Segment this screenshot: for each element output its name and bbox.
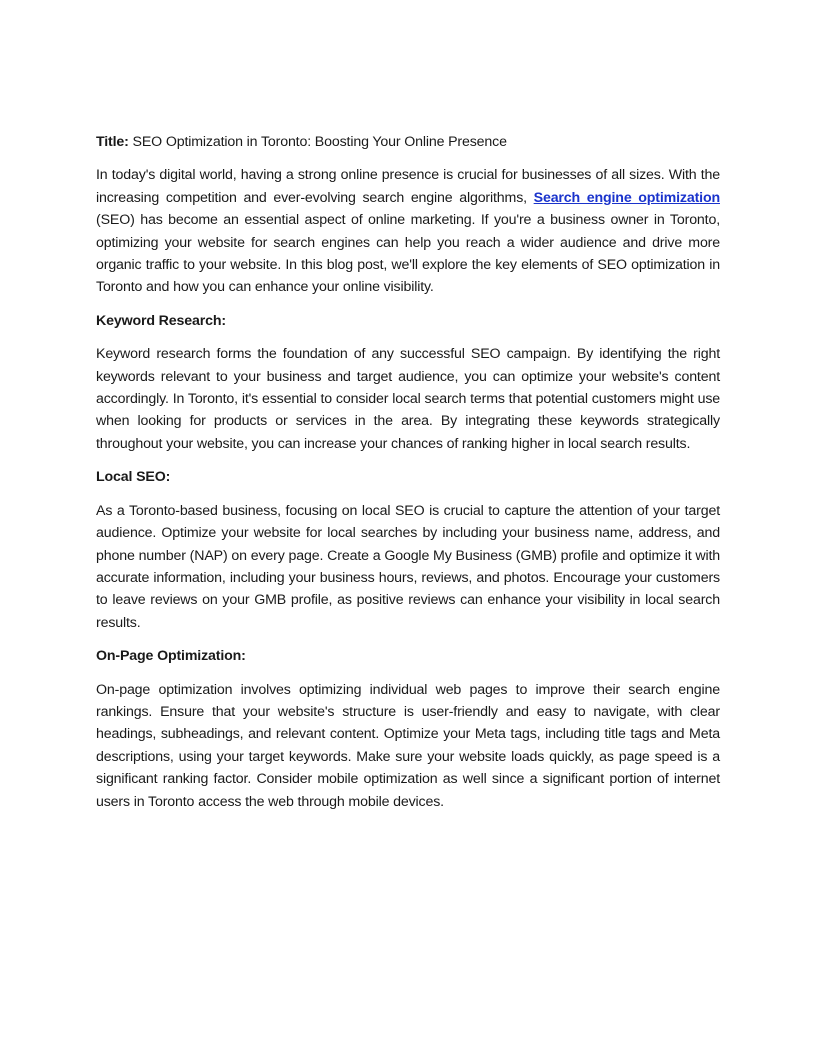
title-text: SEO Optimization in Toronto: Boosting Your Online Presence	[128, 134, 507, 150]
intro-text-before-link: In today's digital world, having a strong online presence is crucial for businesses of all sizes. With the increasing competition and ever-evolving search engine algorithms,	[96, 167, 720, 206]
intro-paragraph	[96, 164, 720, 298]
intro-text-after-link: (SEO) has become an essential aspect of online marketing. If you're a business owner in Toronto, optimizing your website for search engines can help you reach a wider audience and drive more organic traffic to your website. In this blog post, we'll explore the key elements of SEO optimization in Toronto and how you can enhance your online visibility.	[96, 212, 720, 296]
section-body-on-page-optimization: On-page optimization involves optimizing individual web pages to improve their search engine rankings. Ensure that your website's structure is user-friendly and easy to navigate, with clear headings, subheadings, and relevant content. Optimize your Meta tags, including title tags and Meta descriptions, using your target keywords. Make sure your website loads quickly, as page speed is a significant ranking factor. Consider mobile optimization as well since a significant portion of internet users in Toronto access the web through mobile devices.	[96, 681, 720, 810]
title-label: Title:	[96, 134, 129, 150]
section-heading-on-page-optimization: On-Page Optimization:	[96, 648, 246, 665]
document-title	[96, 131, 720, 153]
section-body-keyword-research: Keyword research forms the foundation of any successful SEO campaign. By identifying the right keywords relevant to your business and target audience, you can optimize your website's content accordingly. In Toronto, it's essential to consider local search terms that potential customers might use when looking for products or services in the area. By integrating these keywords strategically throughout your website, you can increase your chances of ranking higher in local search results.	[96, 346, 720, 452]
section-body-local-seo: As a Toronto-based business, focusing on local SEO is crucial to capture the attention of your target audience. Optimize your website for local searches by including your business name, address, and phone number (NAP) on every page. Create a Google My Business (GMB) profile and optimize it with accurate information, including your business hours, reviews, and photos. Encourage your customers to leave reviews on your GMB profile, as positive reviews can enhance your visibility in local search results.	[96, 502, 720, 631]
seo-link[interactable]: Search engine optimization	[533, 189, 720, 206]
document-page	[96, 131, 720, 824]
section-heading-local-seo: Local SEO:	[96, 469, 171, 486]
section-heading-keyword-research: Keyword Research:	[96, 312, 226, 329]
